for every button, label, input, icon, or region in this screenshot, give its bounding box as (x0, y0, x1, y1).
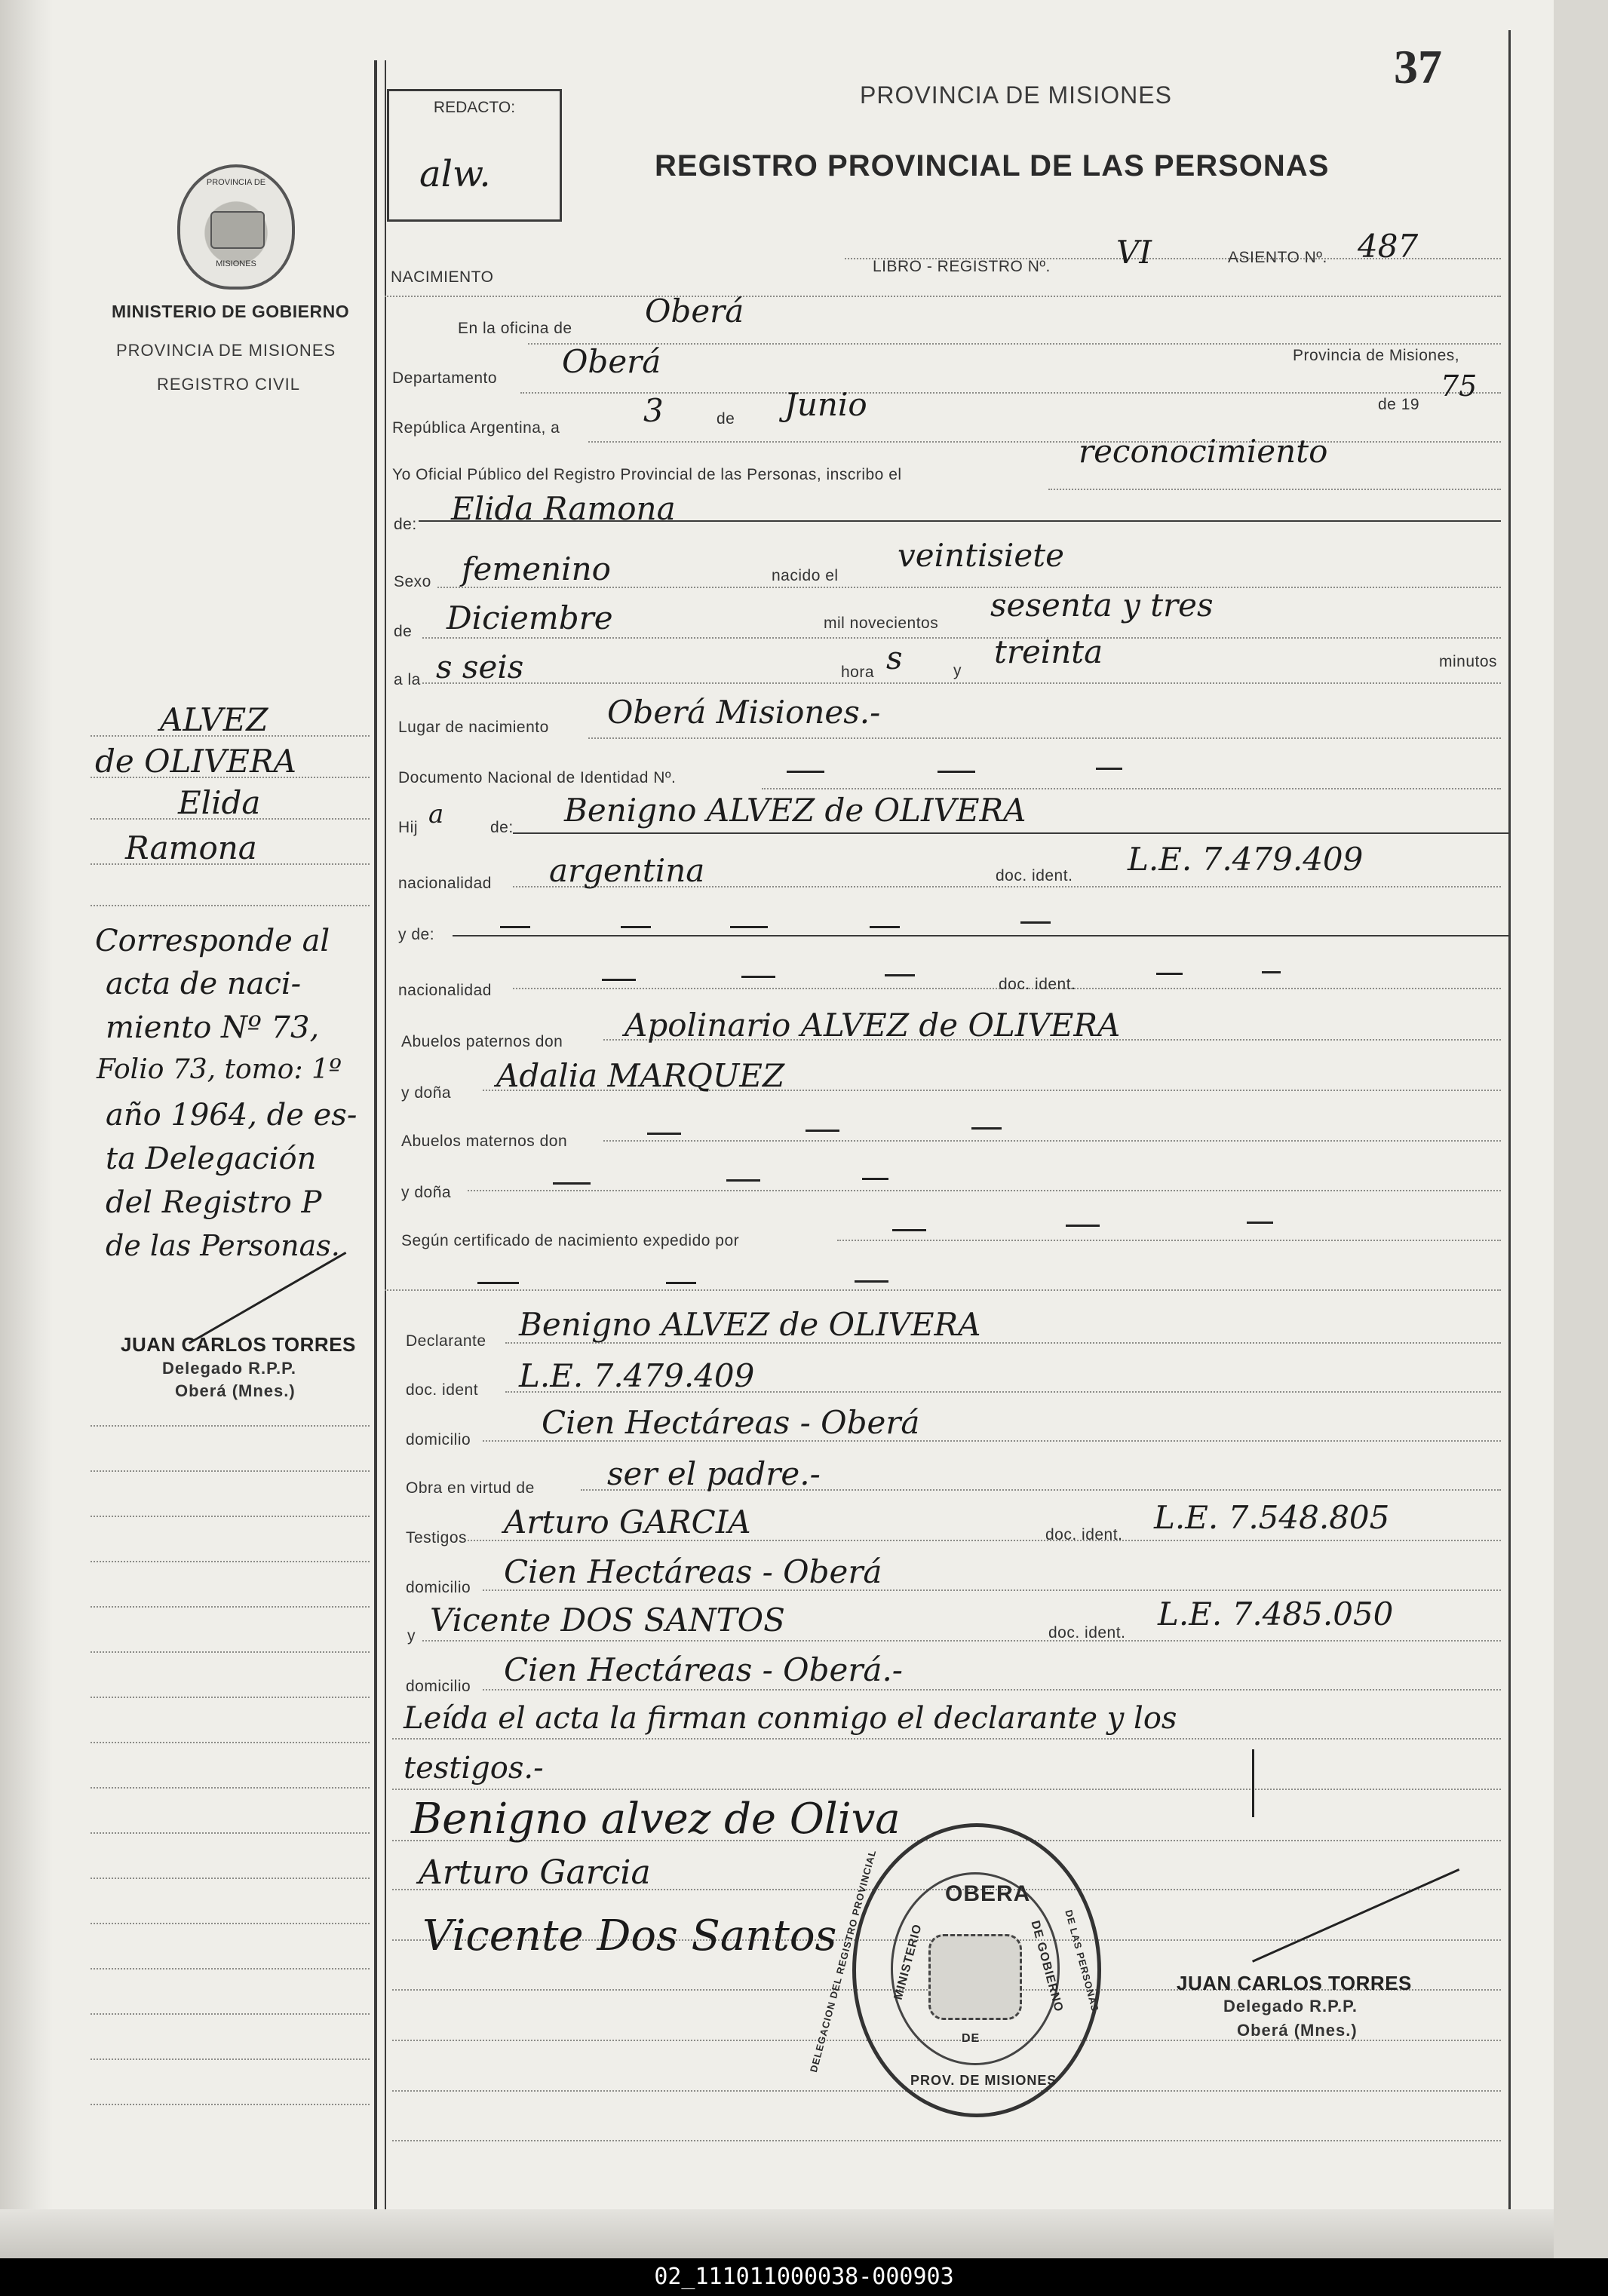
seal-bottom-text: MISIONES (216, 259, 256, 268)
sexo-value: femenino (462, 550, 611, 587)
republica-label: República Argentina, a (392, 419, 560, 437)
book-binding (0, 0, 53, 2258)
margin-note-line-3: miento Nº 73, (106, 1010, 320, 1045)
margin-note-line-7: del Registro P (106, 1185, 322, 1220)
right-border-line (1508, 30, 1511, 2209)
mil-label: mil novecientos (824, 615, 939, 632)
hij-de-label: de: (490, 819, 514, 836)
domicilio-label: domicilio (406, 1431, 471, 1448)
margin-note-line-6: ta Delegación (106, 1142, 317, 1176)
padre-doc-value: L.E. 7.479.409 (1128, 841, 1364, 878)
header-provincia: PROVINCIA DE MISIONES (860, 81, 1172, 109)
doc-ident-madre-label: doc. ident. (999, 976, 1076, 993)
header-title: REGISTRO PROVINCIAL DE LAS PERSONAS (655, 149, 1330, 182)
left-official-name: JUAN CARLOS TORRES (121, 1333, 356, 1356)
declarante-doc-label: doc. ident (406, 1381, 479, 1399)
nacido-value: veintisiete (898, 537, 1064, 574)
oficial-label: Yo Oficial Público del Registro Provincial de las Personas, inscribo el (392, 466, 902, 483)
provincia-label: Provincia de Misiones, (1293, 347, 1460, 364)
horas-suffix: s (886, 639, 903, 676)
nacionalidad-label: nacionalidad (398, 875, 492, 892)
obra-label: Obra en virtud de (406, 1479, 535, 1497)
ministerio-registro: REGISTRO CIVIL (157, 375, 301, 394)
margin-note-line-5: año 1964, de es- (106, 1098, 358, 1133)
testigo1-doc-label: doc. ident. (1045, 1526, 1123, 1543)
nombre-value: Elida Ramona (451, 490, 676, 527)
nacimiento-label: NACIMIENTO (391, 268, 494, 286)
margin-name-line-4: Ramona (125, 829, 257, 866)
stamp-ring-left: DELEGACION DEL REGISTRO PROVINCIAL (807, 1848, 879, 2074)
obra-value: ser el padre.- (607, 1455, 821, 1492)
declarante-doc-value: L.E. 7.479.409 (519, 1357, 755, 1394)
abuela-paterna-value: Adalia MARQUEZ (496, 1057, 785, 1094)
left-border-line-inner (385, 60, 386, 2209)
de-mes-label: de (394, 623, 413, 640)
minutos-label: minutos (1439, 653, 1498, 670)
stamp-ring-right: DE LAS PERSONAS (1063, 1908, 1101, 2013)
image-caption: 02_111011000038-000903 (0, 2258, 1608, 2296)
departamento-label: Departamento (392, 369, 498, 387)
closing-line-1: Leída el acta la firman conmigo el declarante y los (404, 1701, 1177, 1736)
lugar-value: Oberá Misiones.- (607, 694, 881, 731)
margin-note-line-1: Corresponde al (95, 924, 330, 958)
dia-value: 3 (643, 392, 664, 429)
signature-stroke-vertical (1252, 1749, 1254, 1817)
minutos-value: treinta (994, 633, 1103, 670)
left-official-title: Delegado R.P.P. (162, 1359, 297, 1378)
anio-label: de 19 (1378, 396, 1420, 413)
doc-ident-label: doc. ident. (996, 867, 1073, 884)
testigo1-value: Arturo GARCIA (504, 1504, 751, 1540)
mes-value: Junio (784, 386, 867, 423)
stamp-inner-left: MINISTERIO (891, 1922, 925, 2001)
margin-name-line-1: ALVEZ (160, 701, 269, 738)
page-number: 37 (1394, 40, 1442, 93)
province-seal-icon (177, 164, 295, 290)
hij-suffix: a (428, 799, 444, 829)
declarante-label: Declarante (406, 1332, 486, 1350)
margin-name-line-3: Elida (178, 784, 261, 821)
oficina-value: Oberá (645, 293, 744, 330)
y-testigo-label: y (407, 1627, 416, 1645)
ministerio-provincia: PROVINCIA DE MISIONES (116, 341, 336, 360)
anio-nac-value: sesenta y tres (990, 587, 1214, 624)
sexo-label: Sexo (394, 573, 431, 590)
signature-declarante: Benigno alvez de Oliva (411, 1795, 901, 1844)
de-label: de (717, 410, 735, 428)
nacionalidad-madre-label: nacionalidad (398, 982, 492, 999)
closing-line-2: testigos.- (404, 1751, 544, 1786)
mes-nac-value: Diciembre (446, 599, 613, 636)
margin-note-line-8: de las Personas. (106, 1229, 340, 1262)
stamp-inner-bottom: DE (962, 2032, 980, 2045)
padre-value: Benigno ALVEZ de OLIVERA (564, 792, 1026, 829)
oficial-value: reconocimiento (1079, 433, 1328, 470)
dni-label: Documento Nacional de Identidad Nº. (398, 769, 677, 786)
de-nombre-label: de: (394, 516, 417, 533)
left-official-signature-stroke (189, 1252, 346, 1344)
margin-note-line-4: Folio 73, tomo: 1º (97, 1054, 342, 1085)
declarante-value: Benigno ALVEZ de OLIVERA (519, 1306, 981, 1343)
libro-value: VI (1116, 234, 1152, 271)
testigo1-doc-value: L.E. 7.548.805 (1154, 1499, 1390, 1536)
y-de-label: y de: (398, 926, 435, 943)
a-la-label: a la (394, 671, 421, 688)
testigos-label: Testigos (406, 1529, 468, 1547)
departamento-value: Oberá (562, 343, 661, 380)
signature-testigo-1: Arturo Garcia (419, 1853, 651, 1892)
signature-testigo-2: Vicente Dos Santos (422, 1911, 837, 1960)
seal-emblem-icon (210, 211, 265, 249)
testigo2-doc-label: doc. ident. (1048, 1624, 1126, 1642)
right-official-title: Delegado R.P.P. (1223, 1997, 1358, 2016)
nacido-label: nacido el (772, 567, 839, 584)
stamp-top-text: OBERA (945, 1881, 1031, 1906)
delegacion-stamp-icon (807, 1823, 1101, 2117)
nacionalidad-value: argentina (549, 852, 705, 889)
redactado-value: alw. (419, 153, 491, 195)
page-bottom-edge (0, 2209, 1554, 2258)
hij-label: Hij (398, 819, 418, 836)
ministerio-title: MINISTERIO DE GOBIERNO (112, 302, 350, 321)
domicilio-value: Cien Hectáreas - Oberá (542, 1404, 920, 1441)
a-la-value: s seis (436, 648, 524, 685)
testigo1-domicilio-label: domicilio (406, 1579, 471, 1596)
testigo2-domicilio-label: domicilio (406, 1678, 471, 1695)
stamp-emblem-icon (928, 1934, 1022, 2020)
asiento-label: ASIENTO Nº. (1228, 249, 1327, 266)
redactado-label: REDACTO: (433, 99, 516, 116)
margin-name-line-2: de OLIVERA (95, 743, 296, 780)
oficina-label: En la oficina de (458, 320, 572, 337)
testigo2-domicilio-value: Cien Hectáreas - Oberá.- (504, 1651, 903, 1688)
redactado-box (387, 89, 562, 222)
left-official-place: Oberá (Mnes.) (175, 1381, 296, 1400)
abuelo-paterno-value: Apolinario ALVEZ de OLIVERA (624, 1007, 1121, 1044)
y-dona-label: y doña (401, 1084, 452, 1102)
right-official-place: Oberá (Mnes.) (1237, 2021, 1358, 2040)
stamp-inner-right: DE GOBIERNO (1028, 1919, 1066, 2014)
abuelos-paternos-label: Abuelos paternos don (401, 1033, 563, 1050)
left-border-line (374, 60, 377, 2209)
testigo2-doc-value: L.E. 7.485.050 (1158, 1596, 1394, 1632)
right-official-name: JUAN CARLOS TORRES (1177, 1972, 1412, 1994)
y-dona-materna-label: y doña (401, 1184, 452, 1201)
signature-stroke-right (1252, 1868, 1459, 1963)
asiento-value: 487 (1358, 228, 1419, 265)
abuelos-maternos-label: Abuelos maternos don (401, 1133, 568, 1150)
margin-note-line-2: acta de naci- (106, 967, 302, 1001)
stamp-bottom-text: PROV. DE MISIONES (910, 2073, 1057, 2088)
libro-label: LIBRO - REGISTRO Nº. (873, 258, 1051, 275)
seal-top-text: PROVINCIA DE (206, 178, 266, 187)
horas-label: hora (841, 664, 875, 681)
anio-value: 75 (1441, 369, 1478, 403)
lugar-label: Lugar de nacimiento (398, 719, 549, 736)
testigo1-domicilio-value: Cien Hectáreas - Oberá (504, 1553, 882, 1590)
certificado-label: Según certificado de nacimiento expedido por (401, 1232, 740, 1249)
y-label: y (953, 662, 962, 679)
testigo2-value: Vicente DOS SANTOS (430, 1602, 785, 1638)
